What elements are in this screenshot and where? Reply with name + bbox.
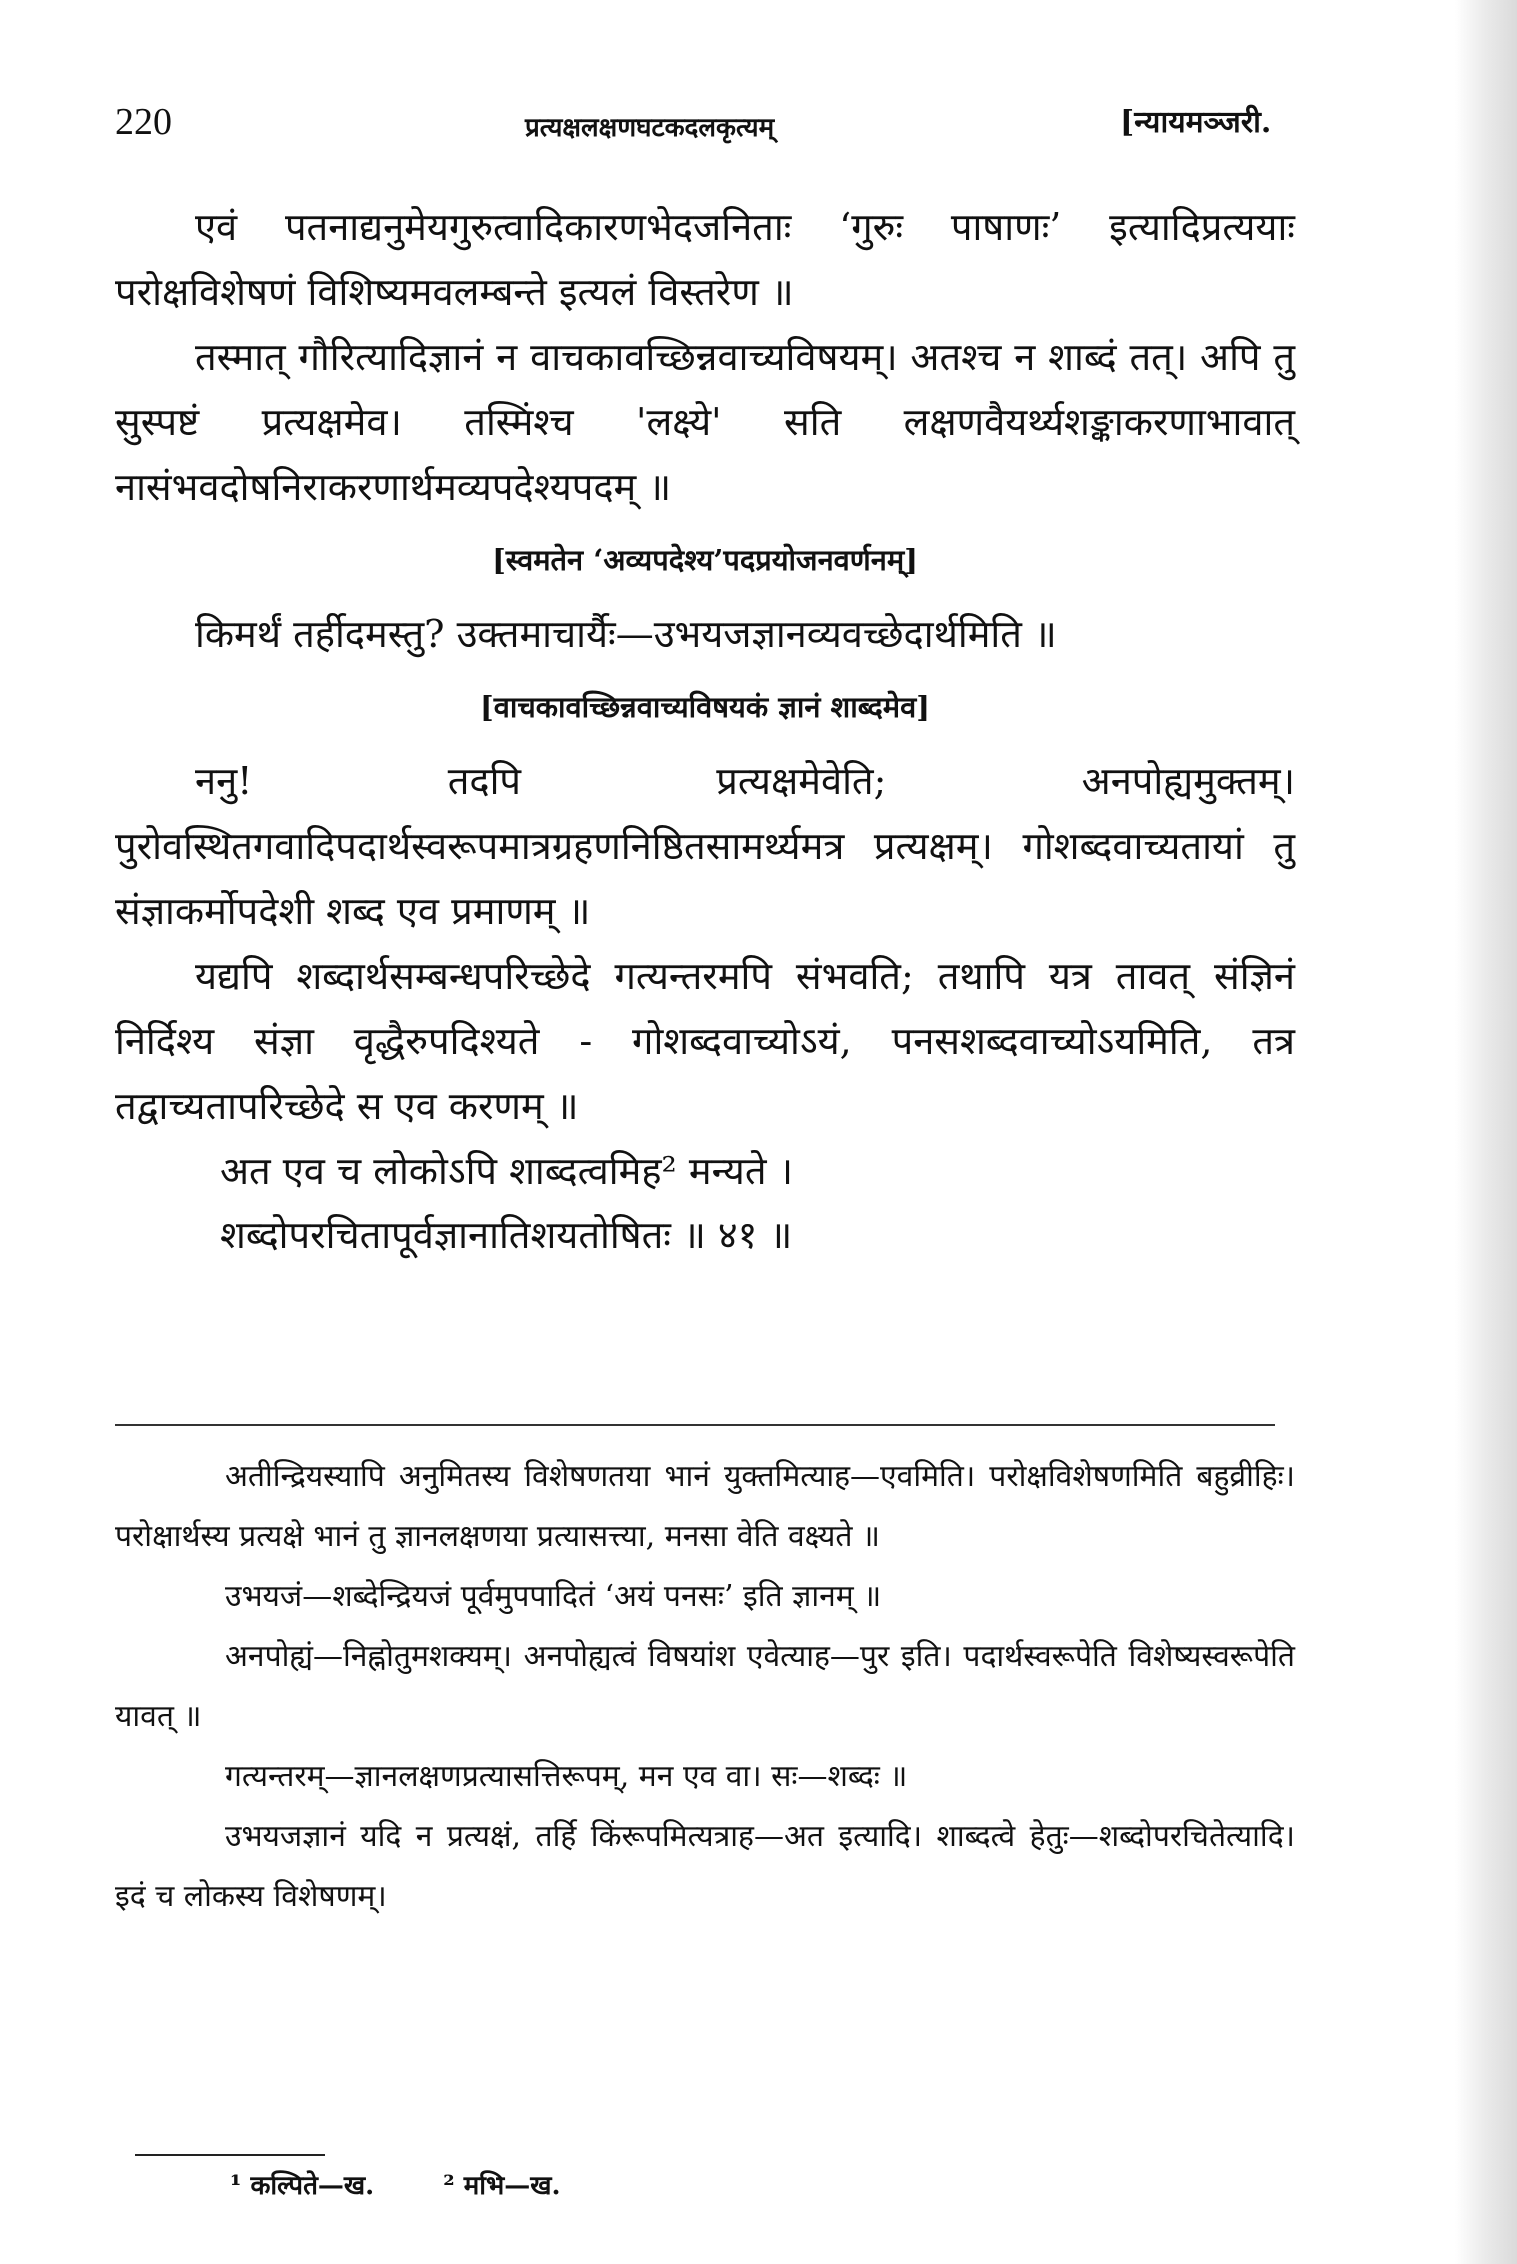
commentary-paragraph: उभयजं—शब्देन्द्रियजं पूर्वमुपपादितं ‘अयं पनसः’ इति ज्ञानम् ॥ — [225, 1579, 882, 1614]
commentary — [115, 1447, 1295, 1927]
footnotes — [230, 2166, 621, 2202]
paragraph: ननु! तदपि प्रत्यक्षमेवेति; अनपोह्यमुक्तम्। पुरोवस्थितगवादिपदार्थस्वरूपमात्रग्रहणनिष्ठितसामर्थ्यमत्र प्रत्यक्षम्। गोशब्दवाच्यतायां तु संज्ञाकर्मोपदेशी शब्द एव प्रमाणम् ॥ — [115, 759, 1295, 933]
footnote: ¹ कल्पिते—ख. — [230, 2171, 375, 2201]
commentary-paragraph: गत्यन्तरम्—ज्ञानलक्षणप्रत्यासत्तिरूपम्, मन एव वा। सः—शब्दः ॥ — [225, 1759, 908, 1794]
verse-line: शब्दोपरचितापूर्वज्ञानातिशयतोषितः ॥ ४१ ॥ — [220, 1213, 793, 1257]
running-title: प्रत्यक्षलक्षणघटकदलकृत्यम् — [525, 113, 775, 143]
commentary-divider — [115, 1424, 1275, 1426]
paragraph: तस्मात् गौरित्यादिज्ञानं न वाचकावच्छिन्नवाच्यविषयम्। अतश्च न शाब्दं तत्। अपि तु सुस्पष्टं प्रत्यक्षमेव। तस्मिंश्च 'लक्ष्ये' सति लक्षणवैयर्थ्यशङ्काकरणाभावात् नासंभवदोषनिराकरणार्थमव्यपदेश्यपदम् ॥ — [115, 335, 1295, 509]
paragraph: किमर्थं तर्हीदमस्तु? उक्तमाचार्यैः—उभयजज्ञानव्यवच्छेदार्थमिति ॥ — [195, 612, 1057, 656]
section-heading: [स्वमतेन ‘अव्यपदेश्य’पदप्रयोजनवर्णनम्] — [492, 543, 918, 577]
section-heading: [वाचकावच्छिन्नवाच्यविषयकं ज्ञानं शाब्दमेव] — [479, 690, 930, 724]
page-number: 220 — [115, 101, 172, 143]
page-header — [115, 100, 1295, 160]
verse-line: अत एव च लोकोऽपि शाब्दत्वमिह² मन्यते । — [220, 1149, 793, 1193]
footnote: ² मभि—ख. — [443, 2171, 561, 2201]
paragraph: यद्यपि शब्दार्थसम्बन्धपरिच्छेदे गत्यन्तरमपि संभवति; तथापि यत्र तावत् संज्ञिनं निर्दिश्य संज्ञा वृद्धैरुपदिश्यते - गोशब्दवाच्योऽयं, पनसशब्दवाच्योऽयमिति, तत्र तद्वाच्यतापरिच्छेदे स एव करणम् ॥ — [115, 954, 1295, 1128]
section-title: [न्यायमञ्जरी. — [1120, 105, 1272, 140]
footnote-divider — [135, 2154, 325, 2156]
main-text — [115, 195, 1295, 1267]
commentary-paragraph: अतीन्द्रियस्यापि अनुमितस्य विशेषणतया भानं युक्तमित्याह—एवमिति। परोक्षविशेषणमिति बहुव्रीहिः। परोक्षार्थस्य प्रत्यक्षे भानं तु ज्ञानलक्षणया प्रत्यासत्त्या, मनसा वेति वक्ष्यते ॥ — [115, 1459, 1295, 1554]
commentary-paragraph: उभयजज्ञानं यदि न प्रत्यक्षं, तर्हि किंरूपमित्यत्राह—अत इत्यादि। शाब्दत्वे हेतुः—शब्दोपरचितेत्यादि। इदं च लोकस्य विशेषणम्। — [115, 1819, 1295, 1914]
page-edge-shadow — [1455, 0, 1517, 2264]
commentary-paragraph: अनपोह्यं—निह्नोतुमशक्यम्। अनपोह्यत्वं विषयांश एवेत्याह—पुर इति। पदार्थस्वरूपेति विशेष्यस्वरूपेति यावत् ॥ — [115, 1639, 1295, 1734]
paragraph: एवं पतनाद्यनुमेयगुरुत्वादिकारणभेदजनिताः ‘गुरुः पाषाणः’ इत्यादिप्रत्ययाः परोक्षविशेषणं विशिष्यमवलम्बन्ते इत्यलं विस्तरेण ॥ — [115, 205, 1295, 314]
